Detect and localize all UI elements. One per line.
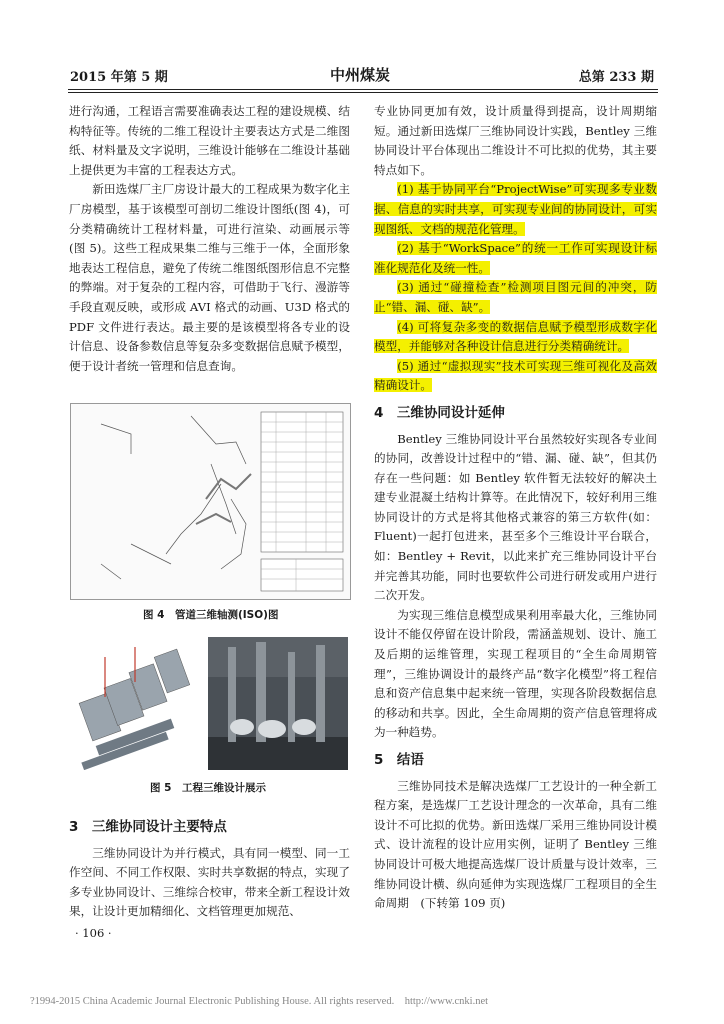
figure-4-caption: 图 4 管道三维轴测(ISO)图 <box>143 609 279 621</box>
feature-4: (4) 可将复杂多变的数据信息赋予模型形成数字化模型，并能够对各种设计信息进行分类精确统计。 <box>374 319 657 354</box>
figure-5-caption: 图 5 工程三维设计展示 <box>150 782 266 794</box>
section-4-heading: 4 三维协同设计延伸 <box>374 404 505 421</box>
section-3-heading: 3 三维协同设计主要特点 <box>69 819 227 835</box>
header-rule-thin <box>68 92 658 93</box>
figure-4-iso-drawing <box>70 403 351 600</box>
paragraph: 新田选煤厂主厂房设计最大的工程成果为数字化主厂房模型，基于该模型可剖切二维设计图纸(图 4)，可分类精确统计工程材料量，可进行渲染、动画展示等(图 5)。这些工程成果集二维与三维于一体，全面形象地表达工程信息，避免了传统二维图纸图形信息不完整的弊端。对于复杂的工程内容，可借助于飞行、漫游等手段直观反映，或形成 AVI 格式的动画、U3D 格式的 PDF 文件进行表达。最主要的是该模型将各专业的设计信息、设备参数信息等复杂多变数据信息赋予模型，便于设计者统一管理和信息查询。 <box>69 182 350 373</box>
paragraph: 专业协同更加有效，设计质量得到提高，设计周期缩短。通过新田选煤厂三维协同设计实践，Bentley 三维协同设计平台体现出二维设计不可比拟的优势，其主要特点如下。 <box>374 104 657 177</box>
issue-label: 2015 年第 5 期 <box>70 70 168 85</box>
section-5-heading: 5 结语 <box>374 752 424 768</box>
feature-5: (5) 通过“虚拟现实”技术可实现三维可视化及高效精确设计。 <box>374 358 657 393</box>
feature-1: (1) 基于协同平台“ProjectWise”可实现多专业数据、信息的实时共享，可实现专业间的协同设计，可实现图纸、文档的规范化管理。 <box>374 182 657 236</box>
figure-5-model-render <box>75 637 200 770</box>
copyright-footer: ?1994-2015 China Academic Journal Electronic Publishing House. All rights reserved. http://www.cnki.net <box>30 996 489 1007</box>
paragraph <box>374 777 657 914</box>
paragraph: 三维协同设计为并行模式，具有同一模型、同一工作空间、不同工作权限、实时共享数据的特点，实现了多专业协同设计、三维综合校审，带来全新工程设计效果，让设计更加精细化、文档管理更加规范、 <box>69 845 350 919</box>
figure-5-interior-render <box>208 637 348 770</box>
left-column-top <box>69 102 350 376</box>
continued-note: (下转第 109 页) <box>420 896 506 911</box>
paragraph: 为实现三维信息模型成果利用率最大化，三维协同设计不能仅停留在设计阶段，需涵盖规划、设计、施工及后期的运维管理，实现工程项目的“全生命周期管理”，三维协调设计的最终产品“数字化模型”将工程信息和资产信息集中起来统一管理，实现各阶段数据信息的移动和共享。因此，全生命周期的资产信息管理将成为一种趋势。 <box>374 607 657 740</box>
left-column-bottom <box>69 818 350 922</box>
paragraph: 进行沟通，工程语言需要准确表达工程的建设规模、结构特征等。传统的二维工程设计主要表达方式是二维图纸、材料量及文字说明，三维设计能够在二维设计基础上提供更为丰富的工程表达方式。 <box>69 104 350 177</box>
feature-3: (3) 通过“碰撞检查”检测项目图元间的冲突，防止“错、漏、碰、缺”。 <box>374 280 657 314</box>
paragraph: Bentley 三维协同设计平台虽然较好实现各专业间的协同，改善设计过程中的“错、漏、碰、缺”，但其仍存在一些问题：如 Bentley 软件暂无法较好的解决土建专业混凝土结构计算等。在此情况下，较好利用三维协同设计的方式是将其他格式兼容的第三方软件(如：Fluent)一起打包进来，甚至多个三维设计平台联合，如：Bentley + Revit，以此来扩充三维协同设计平台并完善其功能，同时也要软件公司进行研发或用户进行二次开发。 <box>374 431 657 603</box>
right-column <box>374 102 657 914</box>
feature-2: (2) 基于“WorkSpace”的统一工作可实现设计标准化规范化及统一性。 <box>374 241 657 275</box>
total-issue-label: 总第 233 期 <box>578 70 654 85</box>
header-rule <box>68 89 658 90</box>
journal-title: 中州煤炭 <box>330 66 391 84</box>
page-number: · 106 · <box>75 926 112 940</box>
paragraph-text: 三维协同技术是解决选煤厂工艺设计的一种全新工程方案，是选煤厂工艺设计理念的一次革命，具有二维设计不可比拟的优势。新田选煤厂采用三维协同设计模式、设计流程的设计应用实例，证明了 Bentley 三维协同设计可极大地提高选煤厂设计质量与设计效率，三维协同设计横、纵向延伸为实现选煤厂工程项目的全生命周期 <box>374 778 657 911</box>
